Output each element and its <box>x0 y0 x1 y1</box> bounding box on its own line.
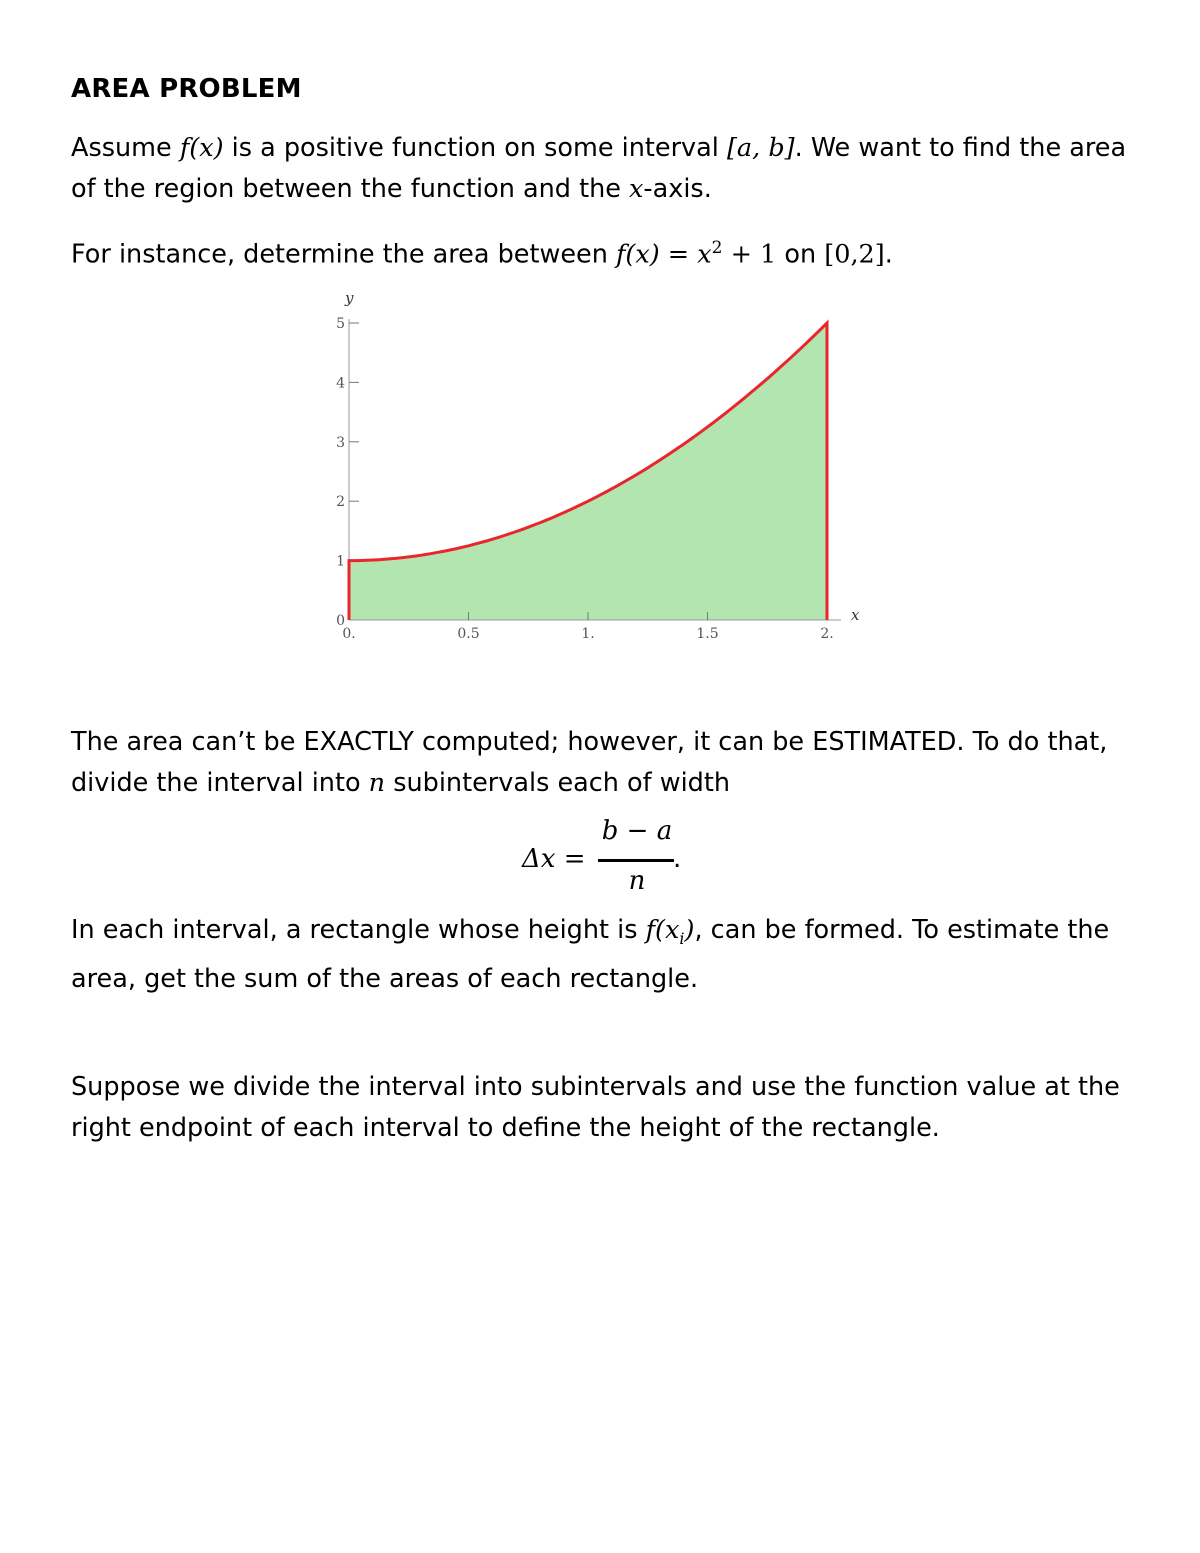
x-tick-label: 1.5 <box>696 626 719 642</box>
rectangle-text-1: In each interval, a rectangle whose height is <box>71 915 646 945</box>
formula-numerator: b − a <box>601 816 673 846</box>
formula-lhs: Δx = <box>522 844 586 874</box>
y-tick-label: 1 <box>336 553 345 570</box>
section-heading: AREA PROBLEM <box>71 74 302 104</box>
example-paragraph <box>71 228 1141 276</box>
estimation-text-2: subintervals each of width <box>385 768 731 798</box>
y-tick-label: 5 <box>336 316 345 332</box>
area-under-curve <box>349 323 827 620</box>
example-equals: = x <box>659 239 712 270</box>
function-notation: f(x) <box>179 133 224 163</box>
intro-text-3: . We want to find the area of the region between the function and the <box>71 133 1127 204</box>
y-tick-label: 2 <box>336 494 345 511</box>
example-text-3: . <box>884 239 893 270</box>
height-function: f(x <box>645 915 680 945</box>
height-close-paren: ) <box>684 915 695 945</box>
rectangle-paragraph <box>71 910 1141 1000</box>
rectangle-text-2: , can be formed. To estimate the area, get the sum of the areas of each rectangle. <box>71 915 1110 995</box>
intro-text-1: Assume <box>71 133 180 163</box>
x-tick-label: 2. <box>820 626 834 642</box>
intro-text-4: -axis. <box>643 174 712 204</box>
area-chart <box>318 282 878 652</box>
example-plus-one: + 1 <box>722 239 777 270</box>
area-chart-svg <box>318 282 878 652</box>
example-interval: [0,2] <box>824 239 885 270</box>
example-text-1: For instance, determine the area between <box>71 239 616 270</box>
formula-period: . <box>673 844 682 874</box>
formula-denominator: n <box>628 866 646 896</box>
x-tick-label: 1. <box>581 626 595 642</box>
intro-text-2: is a positive function on some interval <box>223 133 727 163</box>
x-tick-label: 0.5 <box>457 626 480 642</box>
y-axis-label: y <box>345 289 354 307</box>
y-tick-label: 0 <box>336 613 345 629</box>
x-tick-label: 0. <box>342 626 356 642</box>
x-variable: x <box>629 174 644 204</box>
interval-notation: [a, b] <box>726 133 795 163</box>
delta-x-formula <box>520 816 700 896</box>
x-axis-label: x <box>851 606 860 624</box>
example-exponent: 2 <box>711 238 723 258</box>
y-tick-label: 4 <box>336 375 345 392</box>
intro-paragraph <box>71 128 1141 210</box>
right-endpoint-paragraph: Suppose we divide the interval into subintervals and use the function value at the right endpoint of each interval to define the height of the rectangle. <box>71 1072 1120 1143</box>
example-text-2: on <box>776 239 825 270</box>
example-function: f(x) <box>615 239 660 270</box>
y-tick-label: 3 <box>336 434 345 451</box>
fraction-bar <box>598 859 674 862</box>
n-variable: n <box>368 768 386 798</box>
estimation-paragraph <box>71 722 1141 804</box>
estimation-text-1: The area can’t be EXACTLY computed; however, it can be ESTIMATED. To do that, divide the interval into <box>71 727 1108 798</box>
height-subscript: i <box>679 929 685 949</box>
